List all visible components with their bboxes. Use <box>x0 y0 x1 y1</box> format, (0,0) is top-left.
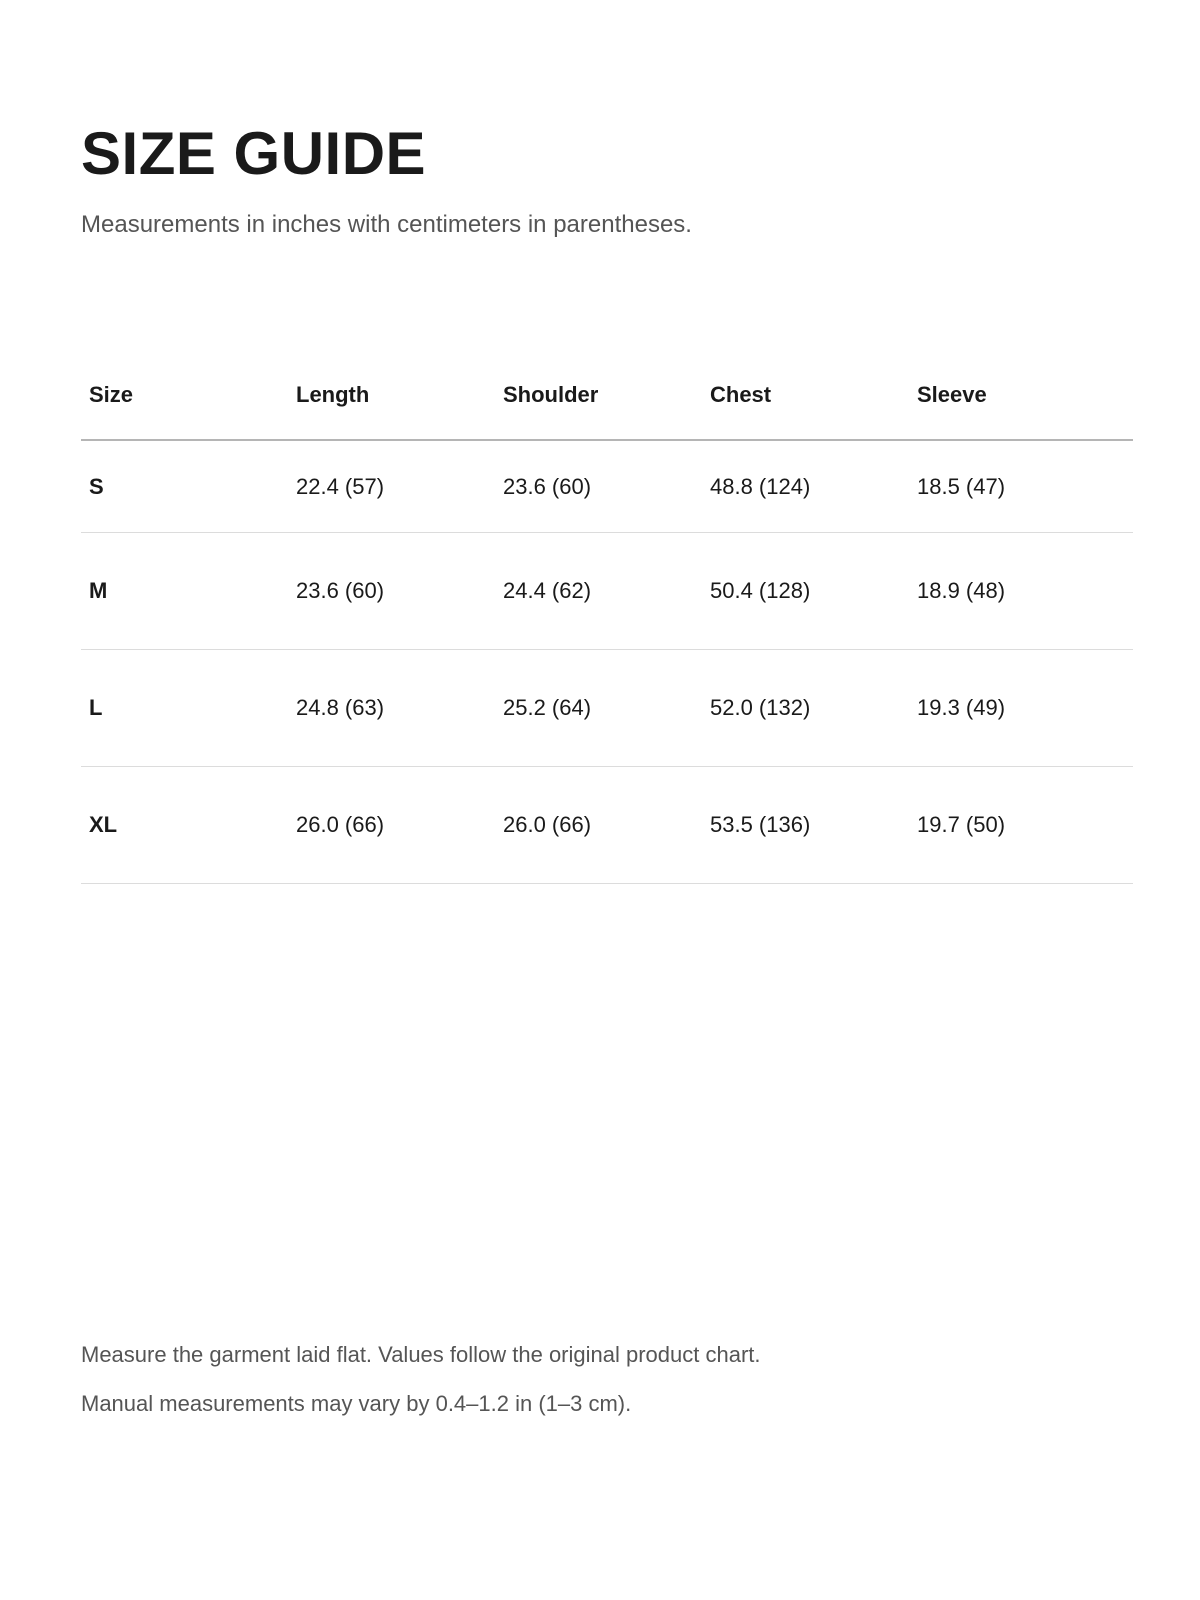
chest-cell: 48.8 (124) <box>702 440 909 533</box>
sleeve-cell: 18.9 (48) <box>909 533 1133 650</box>
table-header-row <box>81 350 1133 440</box>
shoulder-cell: 25.2 (64) <box>495 650 702 767</box>
size-guide-page <box>81 0 1133 1600</box>
column-header-length: Length <box>288 350 495 440</box>
page-title: SIZE GUIDE <box>81 120 427 187</box>
size-cell: L <box>81 650 288 767</box>
size-cell: M <box>81 533 288 650</box>
page-subtitle: Measurements in inches with centimeters in parentheses. <box>81 211 692 238</box>
column-header-chest: Chest <box>702 350 909 440</box>
variance-note: Manual measurements may vary by 0.4–1.2 in (1–3 cm). <box>81 1391 632 1416</box>
sleeve-cell: 19.7 (50) <box>909 767 1133 884</box>
shoulder-cell: 23.6 (60) <box>495 440 702 533</box>
length-cell: 26.0 (66) <box>288 767 495 884</box>
measurement-note: Measure the garment laid flat. Values follow the original product chart. <box>81 1342 761 1367</box>
column-header-shoulder: Shoulder <box>495 350 702 440</box>
size-table <box>81 350 1133 884</box>
shoulder-cell: 24.4 (62) <box>495 533 702 650</box>
shoulder-cell: 26.0 (66) <box>495 767 702 884</box>
table-row <box>81 650 1133 767</box>
length-cell: 24.8 (63) <box>288 650 495 767</box>
column-header-size: Size <box>81 350 288 440</box>
chest-cell: 50.4 (128) <box>702 533 909 650</box>
sleeve-cell: 18.5 (47) <box>909 440 1133 533</box>
table-row <box>81 767 1133 884</box>
table-row <box>81 440 1133 533</box>
length-cell: 22.4 (57) <box>288 440 495 533</box>
length-cell: 23.6 (60) <box>288 533 495 650</box>
chest-cell: 53.5 (136) <box>702 767 909 884</box>
column-header-sleeve: Sleeve <box>909 350 1133 440</box>
size-cell: XL <box>81 767 288 884</box>
size-cell: S <box>81 440 288 533</box>
sleeve-cell: 19.3 (49) <box>909 650 1133 767</box>
table-row <box>81 533 1133 650</box>
chest-cell: 52.0 (132) <box>702 650 909 767</box>
